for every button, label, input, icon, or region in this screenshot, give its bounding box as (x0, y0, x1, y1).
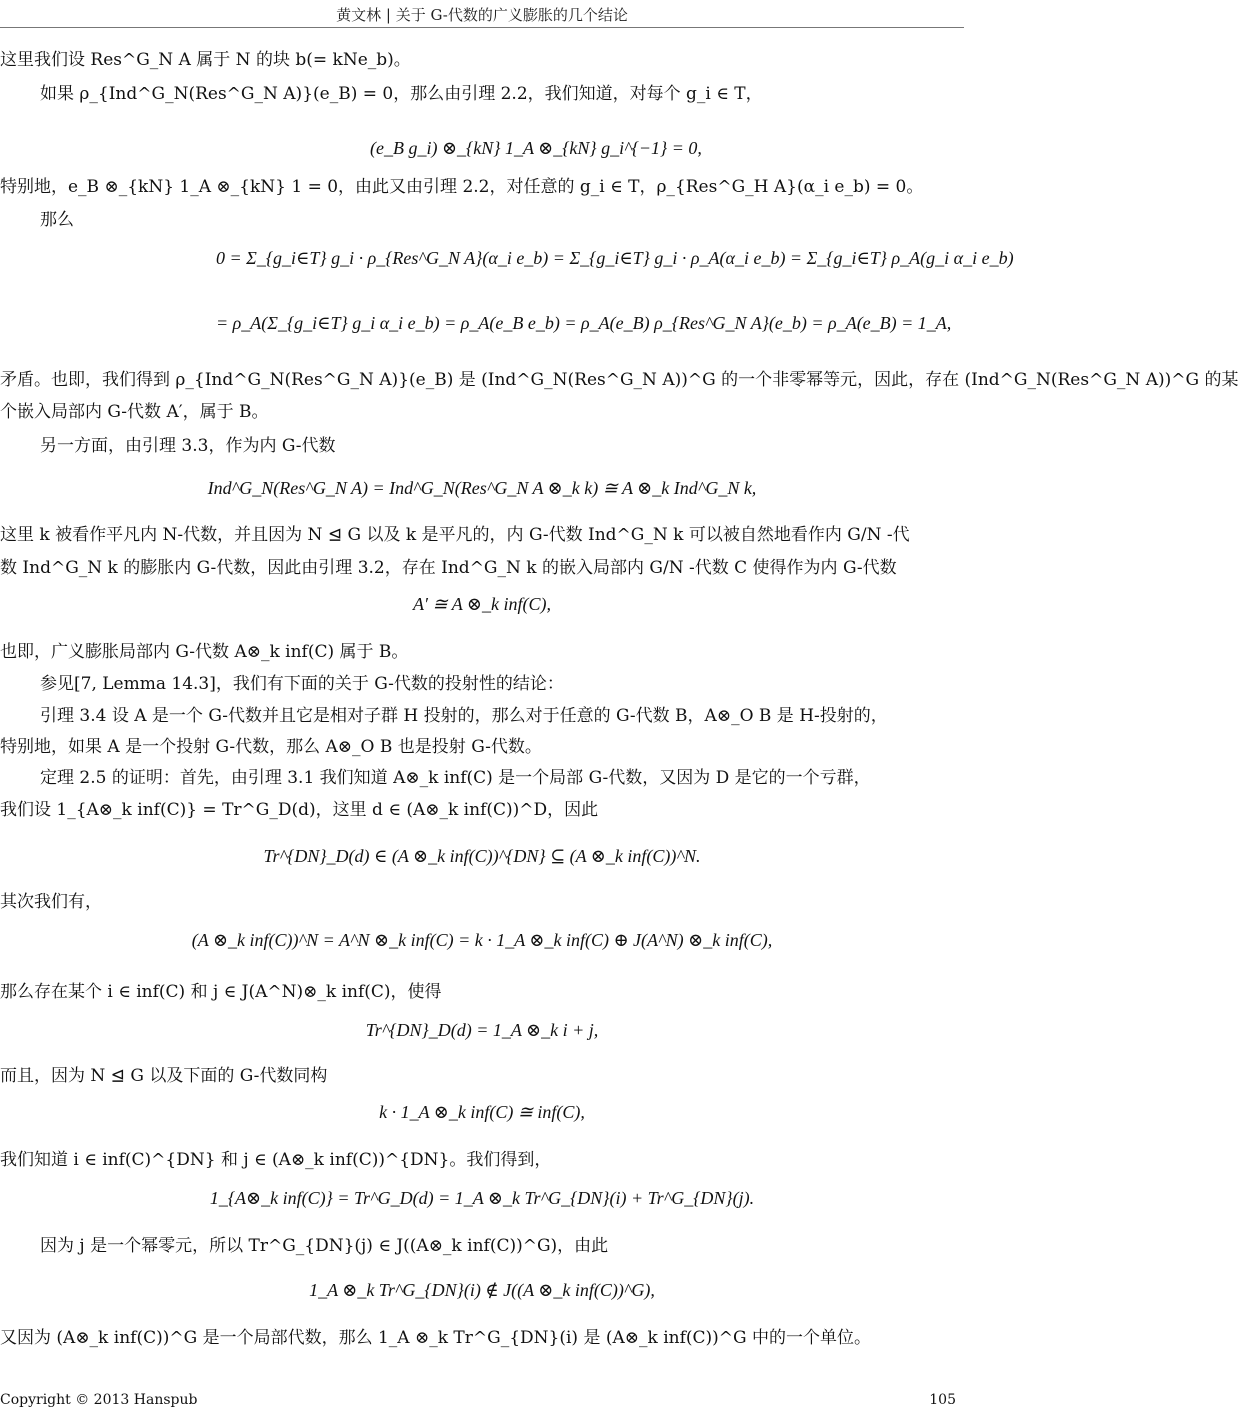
text-line: 我们设 1_{A⊗_k inf(C)} = Tr^G_D(d)，这里 d ∈ (A⊗_k inf(C))^D，因此 (0, 800, 599, 820)
display-equation: k · 1_A ⊗_k inf(C) ≅ inf(C), (379, 1102, 585, 1122)
header-rule (0, 27, 964, 28)
display-equation: 1_{A⊗_k inf(C)} = Tr^G_D(d) = 1_A ⊗_k Tr^G_{DN}(i) + Tr^G_{DN}(j). (209, 1188, 755, 1208)
display-equation: Ind^G_N(Res^G_N A) = Ind^G_N(Res^G_N A ⊗_k k) ≅ A ⊗_k Ind^G_N k, (207, 478, 757, 498)
text-line: 又因为 (A⊗_k inf(C))^G 是一个局部代数，那么 1_A ⊗_k Tr^G_{DN}(i) 是 (A⊗_k inf(C))^G 中的一个单位。 (0, 1328, 872, 1348)
display-equation: 0 = Σ_{g_i∈T} g_i · ρ_{Res^G_N A}(α_i e_b) = Σ_{g_i∈T} g_i · ρ_A(α_i e_b) = Σ_{g_i∈T} ρ_A(g_i α_i e_b) (216, 248, 1014, 268)
text-line: 因为 j 是一个幂零元，所以 Tr^G_{DN}(j) ∈ J((A⊗_k inf(C))^G)，由此 (40, 1236, 609, 1256)
text-line: 特别地，如果 A 是一个投射 G-代数，那么 A⊗_O B 也是投射 G-代数。 (0, 737, 542, 757)
display-equation: A′ ≅ A ⊗_k inf(C), (413, 594, 551, 614)
text-line: 那么存在某个 i ∈ inf(C) 和 j ∈ J(A^N)⊗_k inf(C)，使得 (0, 982, 442, 1002)
text-line: 而且，因为 N ⊴ G 以及下面的 G-代数同构 (0, 1066, 328, 1086)
display-equation: Tr^{DN}_D(d) ∈ (A ⊗_k inf(C))^{DN} ⊆ (A ⊗_k inf(C))^N. (263, 846, 701, 866)
text-line: 我们知道 i ∈ inf(C)^{DN} 和 j ∈ (A⊗_k inf(C))^{DN}。我们得到， (0, 1150, 552, 1170)
display-equation: (A ⊗_k inf(C))^N = A^N ⊗_k inf(C) = k · 1_A ⊗_k inf(C) ⊕ J(A^N) ⊗_k inf(C), (191, 930, 773, 950)
footer-copyright: Copyright © 2013 Hanspub (0, 1392, 198, 1408)
display-equation: Tr^{DN}_D(d) = 1_A ⊗_k i + j, (365, 1020, 599, 1040)
footer-page-number: 105 (929, 1392, 956, 1408)
text-line: 也即，广义膨胀局部内 G-代数 A⊗_k inf(C) 属于 B。 (0, 642, 409, 662)
text-line: 定理 2.5 的证明：首先，由引理 3.1 我们知道 A⊗_k inf(C) 是一个局部 G-代数，又因为 D 是它的一个亏群， (40, 768, 871, 788)
text-line: 另一方面，由引理 3.3，作为内 G-代数 (40, 436, 336, 456)
text-line: 这里我们设 Res^G_N A 属于 N 的块 b(= kNe_b)。 (0, 50, 411, 70)
text-line: 个嵌入局部内 G-代数 A′，属于 B。 (0, 402, 269, 422)
text-line: 参见[7, Lemma 14.3]，我们有下面的关于 G-代数的投射性的结论： (40, 674, 564, 694)
text-line: 这里 k 被看作平凡内 N-代数，并且因为 N ⊴ G 以及 k 是平凡的，内 G-代数 Ind^G_N k 可以被自然地看作内 G/N -代 (0, 525, 910, 545)
text-line: 其次我们有， (0, 892, 102, 912)
text-line: 数 Ind^G_N k 的膨胀内 G-代数，因此由引理 3.2，存在 Ind^G_N k 的嵌入局部内 G/N -代数 C 使得作为内 G-代数 (0, 558, 897, 578)
text-line: 矛盾。也即，我们得到 ρ_{Ind^G_N(Res^G_N A)}(e_B) 是 (Ind^G_N(Res^G_N A))^G 的一个非零幂等元，因此，存在 (Ind^G_N(Res^G_N A))^G 的某 (0, 370, 1238, 390)
text-line: 如果 ρ_{Ind^G_N(Res^G_N A)}(e_B) = 0，那么由引理 2.2，我们知道，对每个 g_i ∈ T， (40, 84, 763, 104)
display-equation: = ρ_A(Σ_{g_i∈T} g_i α_i e_b) = ρ_A(e_B e_b) = ρ_A(e_B) ρ_{Res^G_N A}(e_b) = ρ_A(e_B) = 1_A, (216, 313, 952, 333)
display-equation: (e_B g_i) ⊗_{kN} 1_A ⊗_{kN} g_i^{−1} = 0, (370, 138, 702, 158)
text-line: 那么 (40, 210, 74, 230)
running-header: 黄文林 | 关于 G-代数的广义膨胀的几个结论 (336, 6, 628, 24)
text-line: 引理 3.4 设 A 是一个 G-代数并且它是相对子群 H 投射的，那么对于任意的 G-代数 B，A⊗_O B 是 H-投射的， (40, 706, 888, 726)
display-equation: 1_A ⊗_k Tr^G_{DN}(i) ∉ J((A ⊗_k inf(C))^G), (309, 1280, 655, 1300)
text-line: 特别地，e_B ⊗_{kN} 1_A ⊗_{kN} 1 = 0，由此又由引理 2.2，对任意的 g_i ∈ T，ρ_{Res^G_H A}(α_i e_b) = 0。 (0, 177, 924, 197)
